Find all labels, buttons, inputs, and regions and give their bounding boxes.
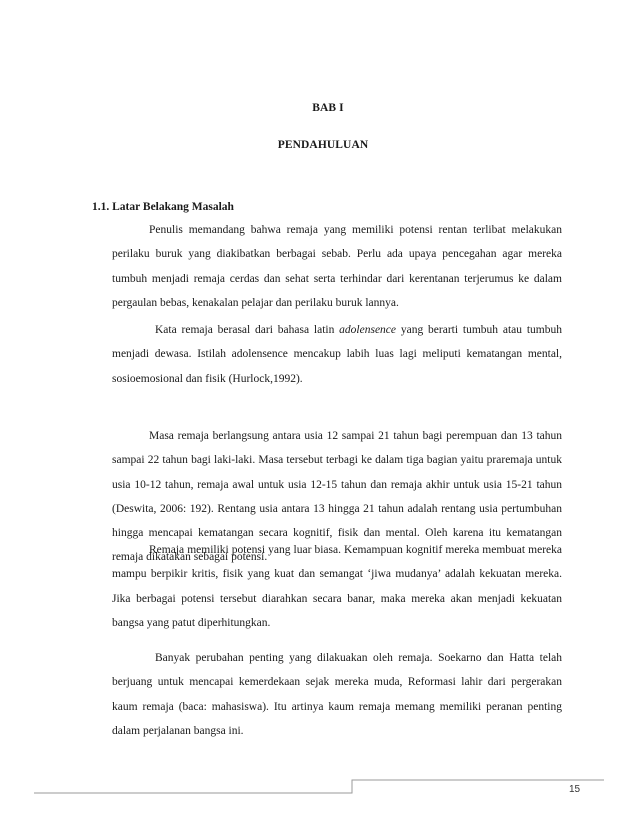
paragraph-4	[112, 538, 562, 635]
chapter-title: PENDAHULUAN	[277, 139, 369, 151]
paragraph-2	[112, 318, 562, 391]
page-number: 15	[569, 784, 581, 795]
paragraph-1-text: Penulis memandang bahwa remaja yang memiliki potensi rentan terlibat melakukan perilaku buruk yang diakibatkan berbagai sebab. Perlu ada upaya pencegahan agar mereka tumbuh menjadi remaja cerdas dan sehat serta terhindar dari kerentanan terjerumus ke dalam pergaulan bebas, kenakalan pelajar dan perilaku buruk lannya.	[112, 224, 562, 309]
footer-divider	[34, 779, 604, 794]
section-heading: 1.1. Latar Belakang Masalah	[92, 201, 234, 213]
paragraph-2-text-end: yang berarti tumbuh atau tumbuh menjadi dewasa. Istilah adolensence mencakup labih luas lagi meliputi kematangan mental, sosioemosional dan fisik (Hurlock,1992).	[112, 324, 562, 385]
paragraph-2-text-start: Kata remaja berasal dari bahasa latin	[155, 324, 340, 336]
paragraph-5-text: Banyak perubahan penting yang dilakuakan oleh remaja. Soekarno dan Hatta telah berjuang untuk mencapai kemerdekaan sejak mereka muda, Reformasi lahir dari pergerakan kaum remaja (baca: mahasiswa). Itu artinya kaum remaja memang memiliki peranan penting dalam perjalanan bangsa ini.	[112, 652, 562, 737]
paragraph-5	[112, 646, 562, 743]
paragraph-3-text: Masa remaja berlangsung antara usia 12 sampai 21 tahun bagi perempuan dan 13 tahun sampai 22 tahun bagi laki-laki. Masa tersebut terbagi ke dalam tiga bagian yaitu praremaja untuk usia 10-12 tahun, remaja awal untuk usia 12-15 tahun dan remaja akhir untuk usia 15-21 tahun (Deswita, 2006: 192). Rentang usia antara 13 hingga 21 tahun adalah rentang usia pertumbuhan hingga mencapai kematangan secara kognitif, fisik dan mental. Oleh karena itu kematangan remaja dikatakan sebagai potensi.	[112, 430, 562, 564]
paragraph-4-text: Remaja memiliki potensi yang luar biasa. Kemampuan kognitif mereka membuat mereka mampu berpikir kritis, fisik yang kuat dan semangat ‘jiwa mudanya’ adalah kekuatan mereka. Jika berbagai potensi tersebut diarahkan secara banar, maka mereka akan menjadi kekuatan bangsa yang patut diperhitungkan.	[112, 544, 562, 629]
chapter-number: BAB I	[312, 102, 344, 114]
paragraph-2-italic-term: adolensence	[339, 324, 397, 336]
paragraph-1	[112, 218, 562, 315]
